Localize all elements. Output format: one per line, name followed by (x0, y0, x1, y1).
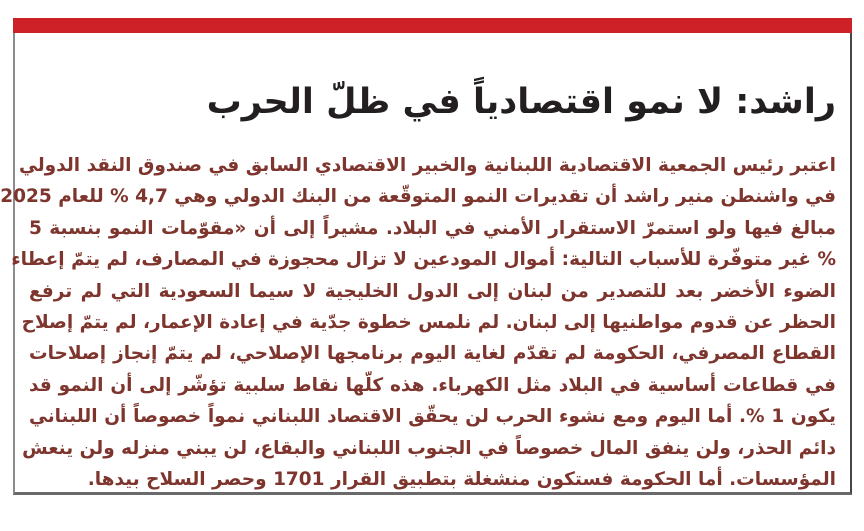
body-line: % غير متوفّرة للأسباب التالية: أموال المودعين لا تزال محجوزة في المصارف، لم يتمّ إعطاء (11, 249, 836, 271)
body-line: دائم الحذر، ولن ينفق المال خصوصاً في الجنوب اللبناني والبقاع، لن يبني منزله ولن ينعش (22, 437, 836, 459)
body-line: القطاع المصرفي، الحكومة لم تقدّم لغاية اليوم برنامجها الإصلاحي، لم يتمّ إنجاز إصلاحات (29, 343, 836, 365)
body-line: في قطاعات أساسية في البلاد مثل الكهرباء. هذه كلّها نقاط سلبية تؤشّر إلى أن النمو قد (29, 374, 836, 396)
article-clipping-frame (0, 18, 852, 495)
body-line: في واشنطن منير راشد أن تقديرات النمو المتوقّعة من البنك الدولي وهي 4,7 % للعام 2025 (0, 186, 836, 208)
body-line: الحظر عن قدوم مواطنيها إلى لبنان. لم نلمس خطوة جدّية في إعادة الإعمار، لم يتمّ إصلاح (21, 311, 836, 333)
body-line: اعتبر رئيس الجمعية الاقتصادية اللبنانية والخبير الاقتصادي السابق في صندوق النقد الدولي (19, 154, 836, 176)
body-line: الضوء الأخضر بعد للتصدير من لبنان إلى الدول الخليجية لا سيما السعودية التي لم ترفع (29, 280, 836, 302)
article-body (0, 150, 850, 495)
body-line: مبالغ فيها ولو استمرّ الاستقرار الأمني في البلاد. مشيراً إلى أن «مقوّمات النمو بنسبة 5 (29, 217, 836, 239)
body-line: يكون 1 %. أما اليوم ومع نشوء الحرب لن يحقّق الاقتصاد اللبناني نمواً خصوصاً أن اللبناني (29, 406, 836, 428)
headline: راشد: لا نمو اقتصادياً في ظلّ الحرب (206, 82, 836, 123)
red-accent-bar (13, 18, 852, 33)
body-line: المؤسسات. أما الحكومة فستكون منشغلة بتطبيق القرار 1701 وحصر السلاح بيدها. (87, 468, 836, 490)
